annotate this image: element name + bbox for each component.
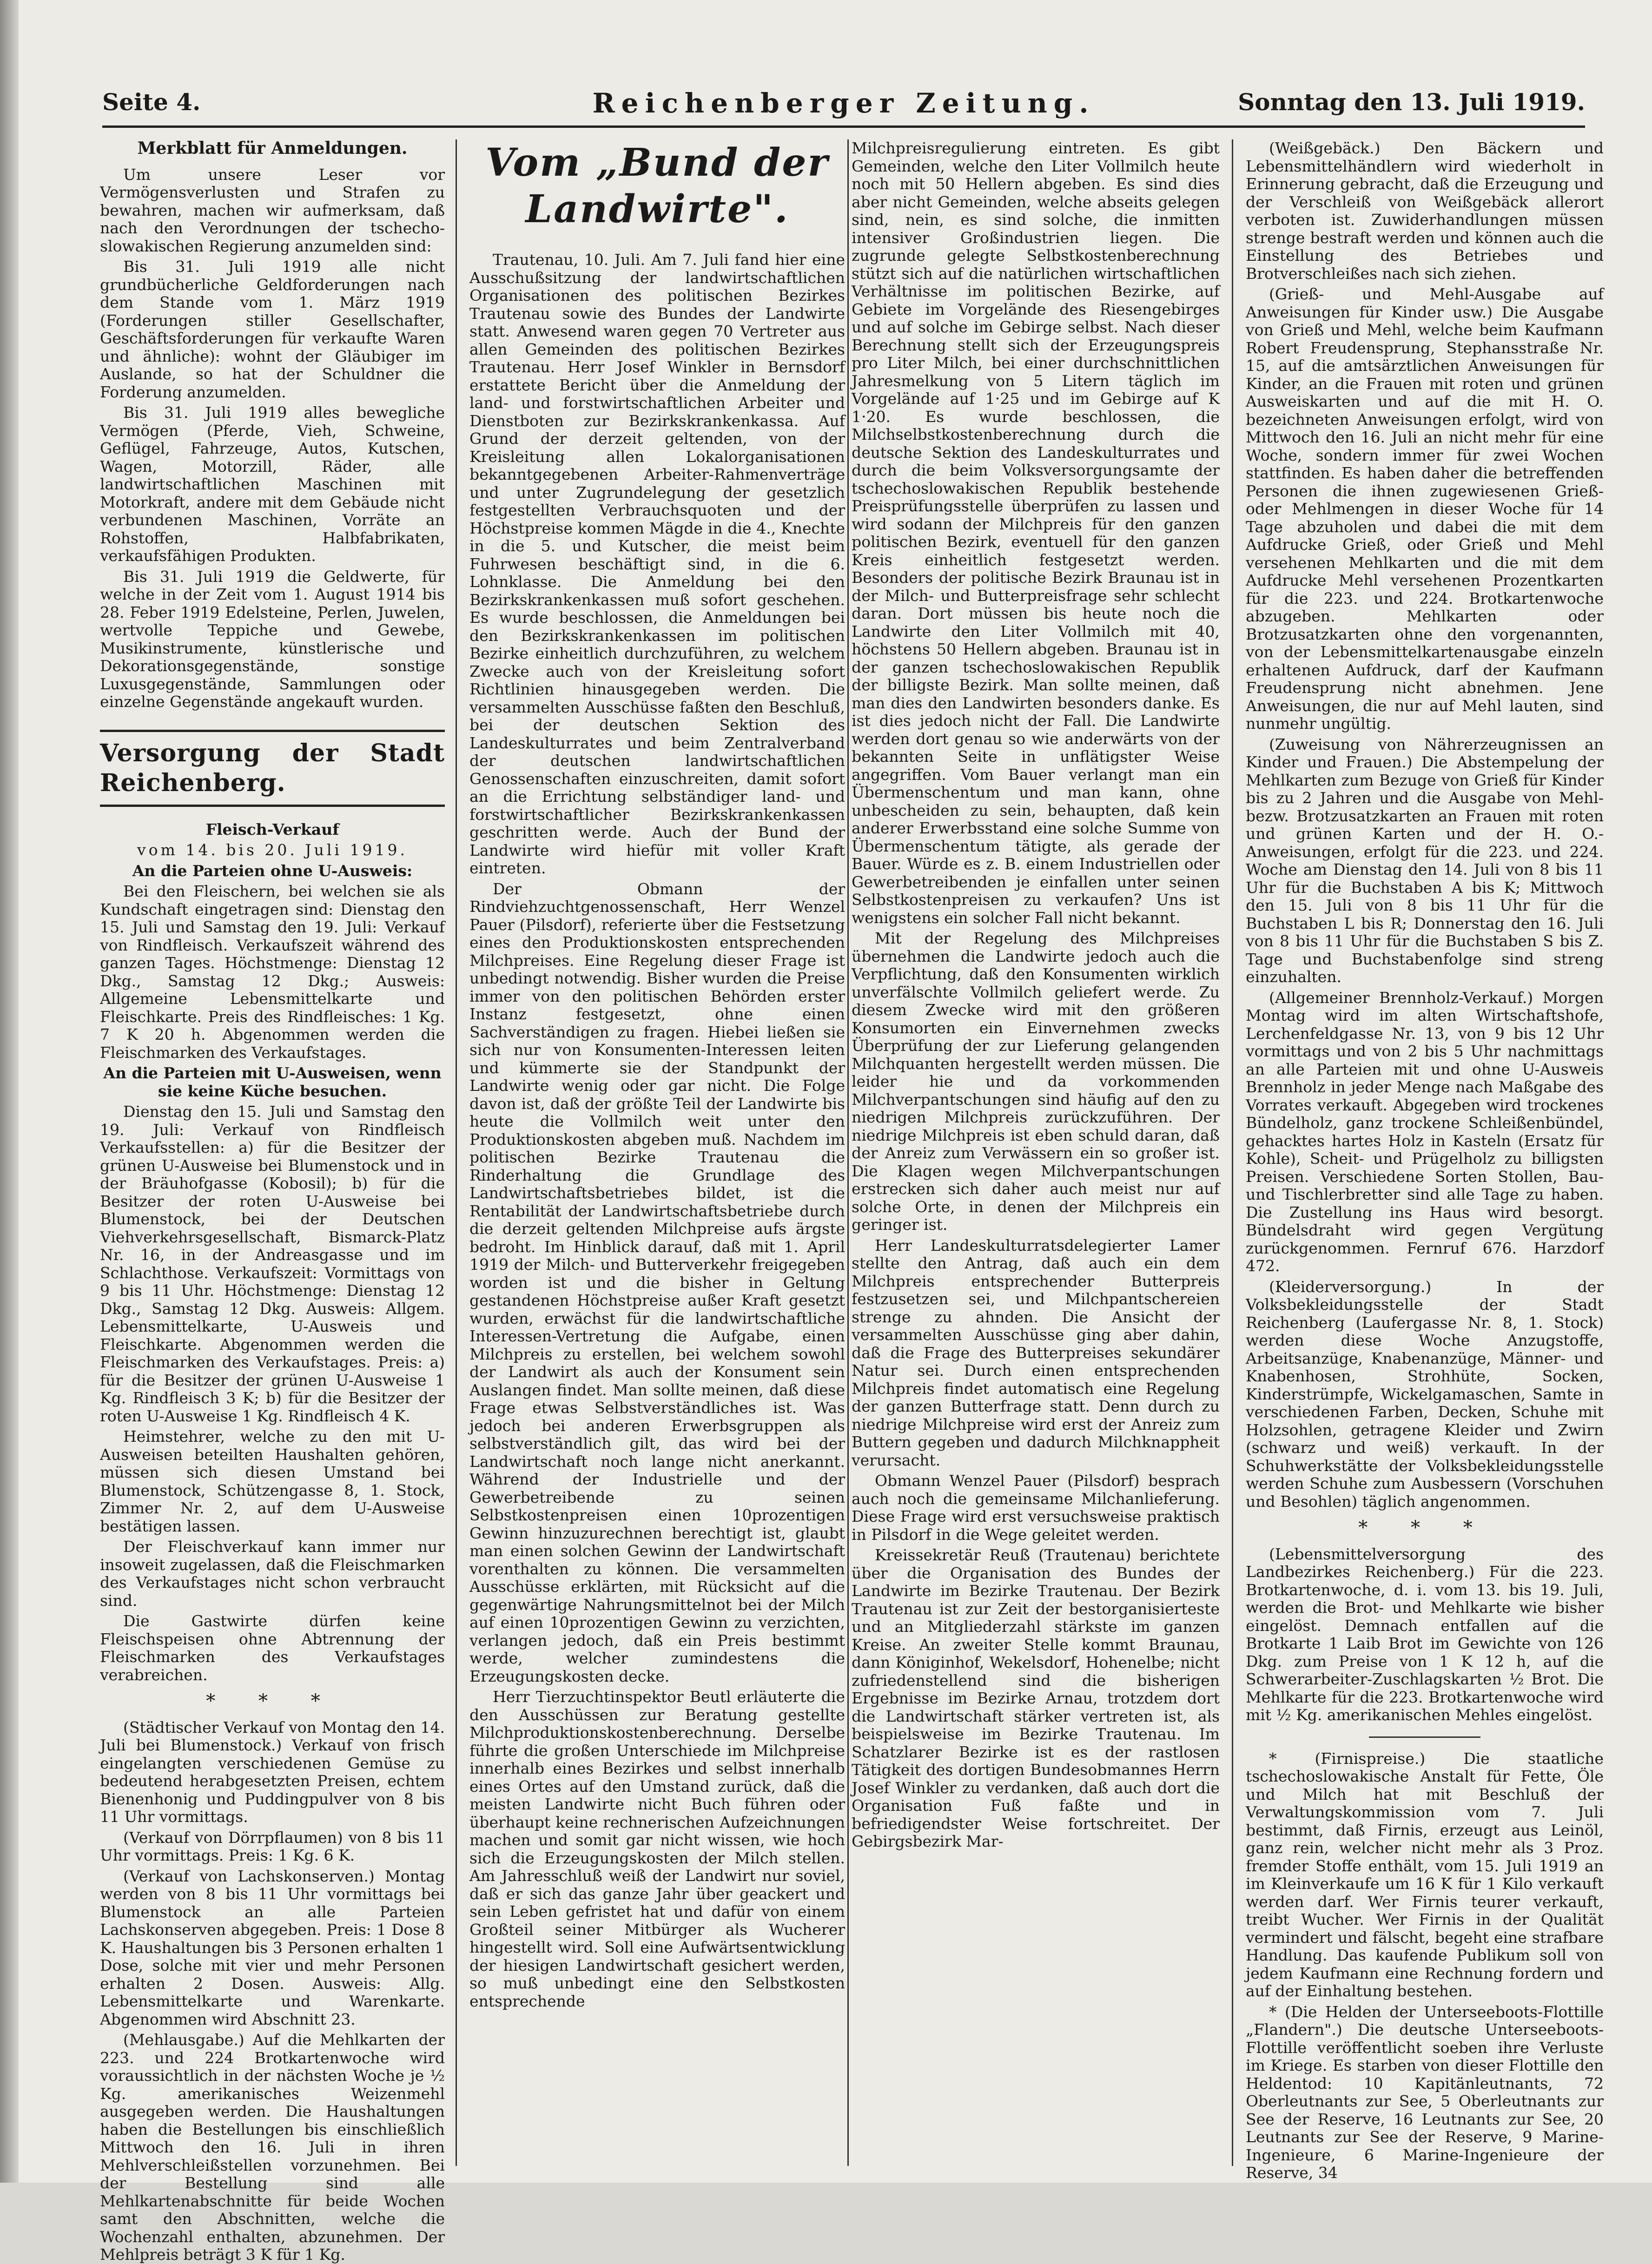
article-title: Vom „Bund der Landwirte". (485, 140, 829, 231)
column-1 (100, 139, 445, 2264)
column-4 (1246, 139, 1604, 2182)
article-paragraph: Milchpreisregulierung eintreten. Es gibt Gemeinden, welche den Liter Vollmilch heute noch mit 50 Hellern abgeben. Es sind dies aber nicht Gemeinden, welche abseits gelegen sind, nein, es sind solche, die inmitten intensiver Großindustrien liegen. Die zugrunde gelegte Selbstkostenberechnung stützt sich auf die natürlichen wirtschaftlichen Verhältnisse im politischen Bezirke, auf Gebiete im Vorgelände des Riesengebirges und auf solche im Gebirge selbst. Nach dieser Berechnung stellt sich der Erzeugungspreis pro Liter Milch, bei einer durchschnittlichen Jahresmelkung von 5 Litern täglich im Vorgelände auf 1·25 und im Gebirge auf K 1·20. Es wurde beschlossen, die Milchselbstkostenberechnung durch die deutsche Sektion des Landeskulturrates und durch die beim Volksversorgungsamte der tschechoslowakischen Republik bestehende Preisprüfungsstelle überprüfen zu lassen und wird sodann der Milchpreis für den ganzen politischen Bezirk, eventuell für den ganzen Kreis einheitlich festgesetzt werden. Besonders der politische Bezirk Braunau ist in der Milch- und Butterpreisfrage sehr schlecht daran. Dort müssen bis heute noch die Landwirte den Liter Vollmilch mit 40, höchstens 50 Hellern abgeben. Braunau ist in der ganzen tschechoslowakischen Republik der billigste Bezirk. Man sollte meinen, daß man dies den Landwirten besonders danke. Es ist dies jedoch nicht der Fall. Die Landwirte werden dort genau so wie anderwärts von der bekannten Seite in unflätigster Weise angegriffen. Vom Bauer verlangt man ein Übermenschentum und man kann, ohne unbescheiden zu sein, behaupten, daß kein anderer Erwerbsstand eine solche Summe von Übermenschentum tätigte, als gerade der Bauer. Würde es z. B. einem Industriellen oder Gewerbetreibenden je einfallen unter seinen Selbstkostenpreisen zu verkaufen? Uns ist wenigstens ein solcher Fall nicht bekannt. (852, 139, 1220, 927)
article-paragraph: (Verkauf von Dörrpflaumen) von 8 bis 11 Uhr vormittags. Preis: 1 Kg. 6 K. (100, 1828, 445, 1864)
separator-stars: * * * (206, 1690, 339, 1712)
article-paragraph: Um unsere Leser vor Vermögensverlusten und Strafen zu bewahren, machen wir aufmerksam, daß nach den Verordnungen der tschecho-slowakischen Regierung anzumelden sind: (100, 165, 445, 255)
column-rule (1232, 139, 1233, 2166)
article-paragraph: Obmann Wenzel Pauer (Pilsdorf) besprach auch noch die gemeinsame Milchanlieferung. Diese Frage wird erst versuchsweise praktisch in Pilsdorf in die Wege geleitet werden. (852, 1472, 1220, 1544)
news-item: * (Firnispreise.) Die staatliche tschechoslowakische Anstalt für Fette, Öle und Milch hat mit Beschluß der Verwaltungskommission vom 7. Juli bestimmt, daß Firnis, erzeugt aus Leinöl, ganz rein, welcher nicht mehr als 3 Proz. fremder Stoffe enthält, vom 15. Juli 1919 an im Kleinverkaufe um 16 K für 1 Kilo verkauft werden darf. Wer Firnis teurer verkauft, treibt Wucher. Wer Firnis in der Qualität vermindert und fälscht, begeht eine strafbare Handlung. Das kaufende Publikum soll von jedem Kaufmann eine Rechnung fordern und auf der Einhaltung bestehen. (1246, 1749, 1604, 2000)
news-item: * (Die Helden der Unterseeboots-Flottille „Flandern".) Die deutsche Unterseeboots-Flottille veröffentlicht soeben ihre Verluste im Kriege. Es starben von dieser Flottille den Heldentod: 10 Kapitänleutnants, 72 Oberleutnants zur See, 5 Oberleutnants zur See der Reserve, 16 Leutnants zur See, 20 Leutnants zur See der Reserve, 9 Marine-Ingenieure, 6 Marine-Ingenieure der Reserve, 34 (1246, 2002, 1604, 2182)
merkblatt-title: Merkblatt für Anmeldungen. (137, 139, 408, 158)
subheading: Fleisch-Verkauf (205, 820, 339, 838)
article-paragraph: Herr Landeskulturratsdelegierter Lamer stellte den Antrag, daß auch ein dem Milchpreis entsprechender Butterpreis festzusetzen sei, und Milchpantschereien strenge zu ahnden. Die Ansicht der versammelten Ausschüsse ging aber dahin, daß die Frage des Butterpreises sekundärer Natur sei. Durch einen entsprechenden Milchpreis findet automatisch eine Regelung der ganzen Butterfrage statt. Denn durch zu niedrige Milchpreise wird erst der Anreiz zum Buttern gegeben und dadurch Milchknappheit verursacht. (852, 1236, 1220, 1469)
news-item: (Grieß- und Mehl-Ausgabe auf Anweisungen für Kinder usw.) Die Ausgabe von Grieß und Mehl, welche beim Kaufmann Robert Freudensprung, Stephansstraße Nr. 15, auf die amtsärztlichen Anweisungen für Kinder, an die Frauen mit roten und grünen Ausweiskarten und auf die mit H. O. bezeichneten Anweisungen erfolgt, wird von Mittwoch den 16. Juli an nicht mehr für eine Woche, sondern immer für zwei Wochen stattfinden. Es haben daher die betreffenden Personen die ihnen zugewiesenen Grieß- oder Mehlmengen in dieser Woche für 14 Tage abzuholen und dabei die mit dem Aufdrucke Grieß, oder Grieß und Mehl versehenen Mehlkarten und die mit dem Aufdrucke Mehl versehenen Prozentkarten für die 223. und 224. Brotkartenwoche abzugeben. Mehlkarten oder Brotzusatzkarten ohne den vorgenannten, von der Lebensmittelkartenausgabe einzeln erhaltenen Aufdruck, darf der Kaufmann Freudensprung nicht abnehmen. Jene Anweisungen, die nur auf Mehl lauten, sind nunmehr ungültig. (1246, 285, 1604, 733)
separator-rule (1369, 1736, 1480, 1738)
section-heading: Versorgung der Stadt Reichenberg. (100, 730, 445, 807)
page-header (102, 84, 1585, 128)
article-paragraph: Heimstehrer, welche zu den mit U-Ausweisen beteilten Haushalten gehören, müssen sich diesen Umstand bei Blumenstock, Schützengasse 8, 1. Stock, Zimmer Nr. 2, auf dem U-Ausweise bestätigen lassen. (100, 1427, 445, 1535)
article-paragraph: Der Fleischverkauf kann immer nur insoweit zugelassen, daß die Fleischmarken des Verkaufstages nicht schon verbraucht sind. (100, 1538, 445, 1610)
article-paragraph: (Mehlausgabe.) Auf die Mehlkarten der 223. und 224 Brotkartenwoche wird voraussichtlich in der nächsten Woche je ½ Kg. amerikanisches Weizenmehl ausgegeben werden. Die Haushaltungen haben die Bestellungen bis einschließlich Mittwoch den 16. Juli in ihren Mehlverschleißstellen vorzunehmen. Bei der Bestellung sind alle Mehlkartenabschnitte für beide Wochen samt den Abschnitten, welche die Wochenzahl enthalten, abzunehmen. Der Mehlpreis beträgt 3 K für 1 Kg. (100, 2031, 445, 2264)
news-item: (Weißgebäck.) Den Bäckern und Lebensmittelhändlern wird wiederholt in Erinnerung gebracht, daß die Erzeugung und der Verschleiß von Weißgebäck allerort verboten ist. Zuwiderhandlungen müssen strenge bestraft werden und können auch die Einstellung des Betriebes und Brotverschleißes nach sich ziehen. (1246, 139, 1604, 283)
issue-date: Sonntag den 13. Juli 1919. (1238, 88, 1585, 116)
masthead-title: Reichenberger Zeitung. (592, 87, 1095, 119)
article-paragraph: Mit der Regelung des Milchpreises übernehmen die Landwirte jedoch auch die Verpflichtung, daß den Konsumenten wirklich unverfälschte Vollmilch geliefert werde. Zu diesem Zwecke wird mit den größeren Konsumorten ein Einvernehmen zwecks Überprüfung der zur Lieferung gelangenden Milchquanten hergestellt werden müssen. Die leider hie und da vorkommenden Milchverpantschungen sind häufig auf den zu niedrigen Milchpreis zurückzuführen. Der niedrige Milchpreis ist eben schuld daran, daß der Anreiz zum Verwässern ein so großer ist. Die Klagen wegen Milchverpantschungen erstrecken sich daher auch meist nur auf solche Orte, in denen der Milchpreis ein geringer ist. (852, 929, 1220, 1234)
article-paragraph: Die Gastwirte dürfen keine Fleischspeisen ohne Abtrennung der Fleischmarken des Verkaufstages verabreichen. (100, 1612, 445, 1684)
subheading: An die Parteien mit U-Ausweisen, wenn sie keine Küche besuchen. (103, 1064, 442, 1100)
article-paragraph: Kreissekretär Reuß (Trautenau) berichtete über die Organisation des Bundes der Landwirte im Bezirke Trautenau. Der Bezirk Trautenau ist zur Zeit der bestorganisierteste und an Mitgliederzahl stärkste im ganzen Kreise. An zweiter Stelle kommt Braunau, dann Königinhof, Wekelsdorf, Hohenelbe; nicht zufriedenstellend sind die bisherigen Ergebnisse im Bezirke Arnau, trotzdem dort die Landwirtschaft stärker vertreten ist, als beispielsweise im Bezirke Trautenau. Im Schatzlarer Bezirke ist es der rastlosen Tätigkeit des dortigen Bundesobmannes Herrn Josef Winkler zu verdanken, daß auch dort die Organisation Fuß faßte und in befriedigendster Weise fortschreitet. Der Gebirgsbezirk Mar- (852, 1546, 1220, 1850)
column-rule (456, 139, 457, 2166)
article-paragraph: Bis 31. Juli 1919 die Geldwerte, für welche in der Zeit vom 1. August 1914 bis 28. Feber 1919 Edelsteine, Perlen, Juwelen, wertvolle Teppiche und Gewebe, Musikinstrumente, künstlerische und Dekorationsgegenstände, sonstige Luxusgegenstände, Sammlungen oder einzelne Gegenstände angekauft wurden. (100, 567, 445, 711)
column-3 (852, 139, 1220, 2166)
article-paragraph: Bis 31. Juli 1919 alles bewegliche Vermögen (Pferde, Vieh, Schweine, Geflügel, Fahrzeuge, Autos, Kutschen, Wagen, Motorzill, Räder, alle landwirtschaftlichen Maschinen mit Motorkraft, andere mit dem Gebäude nicht verbundenen Maschinen, Vorräte an Rohstoffen, Halbfabrikaten, verkaufsfähigen Produkten. (100, 403, 445, 565)
news-item: (Kleiderversorgung.) In der Volksbekleidungsstelle der Stadt Reichenberg (Laufergasse Nr. 8, 1. Stock) werden diese Woche Anzugstoffe, Arbeitsanzüge, Knabenanzüge, Männer- und Knabenhosen, Strohhüte, Socken, Kinderstrümpfe, Wickelgamaschen, Samte in verschiedenen Farben, Decken, Schuhe mit Holzsohlen, getragene Kleider und Zwirn (schwarz und weiß) verkauft. In der Schuhwerkstätte der Volksbekleidungsstelle werden Schuhe zum Ausbessern (Vorschuhen und Besohlen) täglich angenommen. (1246, 1277, 1604, 1511)
column-rule (847, 139, 849, 2166)
subheading: An die Parteien ohne U-Ausweis: (132, 861, 413, 880)
article-paragraph: Trautenau, 10. Juli. Am 7. Juli fand hier eine Ausschußsitzung der landwirtschaftlichen Organisationen des politischen Bezirkes Trautenau sowie des Bundes der Landwirte statt. Anwesend waren gegen 70 Vertreter aus allen Gemeinden des politischen Bezirkes Trautenau. Herr Josef Winkler in Bernsdorf erstattete Bericht über die Anmeldung der land- und forstwirtschaftlichen Arbeiter und Dienstboten zur Bezirkskrankenkassa. Auf Grund der derzeit geltenden, von der Kreisleitung allen Lokalorganisationen bekanntgegebenen Arbeiter-Rahmenverträge und unter Zugrundelegung der gesetzlich festgestellten Verbrauchsquoten und der Höchstpreise kommen Mägde in die 4., Knechte in die 5. und Kutscher, die meist beim Fuhrwesen beschäftigt sind, in die 6. Lohnklasse. Die Anmeldung bei den Bezirkskrankenkassen muß sofort geschehen. Es wurde beschlossen, die Anmeldungen bei den Bezirkskrankenkassen im politischen Bezirke einheitlich durchzuführen, zu welchem Zwecke auch von der Kreisleitung sofort Richtlinien hinausgegeben werden. Die versammelten Ausschüsse faßten den Beschluß, bei der deutschen Sektion des Landeskulturrates und beim Zentralverband der deutschen landwirtschaftlichen Genossenschaften einzuschreiten, damit sofort an die Errichtung selbständiger land- und forstwirtschaftlicher Bezirkskrankenkassen geschritten werde. Auch der Bund der Landwirte wird hiefür mit voller Kraft eintreten. (469, 251, 845, 877)
news-item: (Lebensmittelversorgung des Landbezirkes Reichenberg.) Für die 223. Brotkartenwoche, d. i. vom 13. bis 19. Juli, werden die Brot- und Mehlkarte wie bisher eingelöst. Demnach entfallen auf die Brotkarte 1 Laib Brot im Gewichte von 126 Dkg. zum Preise von 1 K 12 h, auf die Schwerarbeiter-Zuschlagskarten ½ Brot. Die Mehlkarte für die 223. Brotkartenwoche wird mit ½ Kg. amerikanischen Mehles eingelöst. (1246, 1545, 1604, 1724)
article-paragraph: Bei den Fleischern, bei welchen sie als Kundschaft eingetragen sind: Dienstag den 15. Juli und Samstag den 19. Juli: Verkauf von Rindfleisch. Verkaufszeit während des ganzen Tages. Höchstmenge: Dienstag 12 Dkg., Samstag 12 Dkg.; Ausweis: Allgemeine Lebensmittelkarte und Fleischkarte. Preis des Rindfleisches: 1 Kg. 7 K 20 h. Abgenommen werden die Fleischmarken des Verkaufstages. (100, 882, 445, 1062)
article-paragraph: (Verkauf von Lachskonserven.) Montag werden von 8 bis 11 Uhr vormittags bei Blumenstock an alle Parteien Lachskonserven abgegeben. Preis: 1 Dose 8 K. Haushaltungen bis 3 Personen erhalten 1 Dose, solche mit vier und mehr Personen erhalten 2 Dosen. Ausweis: Allg. Lebensmittelkarte und Warenkarte. Abgenommen wird Abschnitt 23. (100, 1867, 445, 2028)
separator-stars: * * * (1358, 1517, 1491, 1538)
article-paragraph: Der Obmann der Rindviehzuchtgenossenschaft, Herr Wenzel Pauer (Pilsdorf), referierte über die Festsetzung eines den Produktionskosten entsprechenden Milchpreises. Eine Regelung dieser Frage ist unbedingt notwendig. Bisher wurden die Preise immer von den politischen Behörden erster Instanz festgesetzt, ohne einen Sachverständigen zu fragen. Hiebei ließen sie sich nur von Konsumenten-Interessen leiten und kümmerte sie der Standpunkt der Landwirte wenig oder gar nicht. Die Folge davon ist, daß der größte Teil der Landwirte bis heute die Vollmilch weit unter den Produktionskosten abgeben muß. Nachdem im politischen Bezirke Trautenau die Rinderhaltung die Grundlage des Landwirtschaftsbetriebes bildet, ist die Rentabilität der Landwirtschaftsbetriebe durch die derzeit geltenden Milchpreise aufs ärgste bedroht. Im Hinblick darauf, daß mit 1. April 1919 der Milch- und Butterverkehr freigegeben worden ist und die bisher in Geltung gestandenen Höchstpreise außer Kraft gesetzt wurden, erwächst für die landwirtschaftliche Interessen-Vertretung die Aufgabe, einen Milchpreis zu erstellen, bei welchem sowohl der Landwirt als auch der Konsument sein Auslangen findet. Man sollte meinen, daß diese Frage etwas Selbstverständliches ist. Was jedoch bei anderen Erwerbsgruppen als selbstverständlich gilt, das wird bei der Landwirtschaft noch lange nicht anerkannt. Während der Industrielle und der Gewerbetreibende zu seinen Selbstkostenpreisen einen 10prozentigen Gewinn hinzuzurechnen berechtigt ist, glaubt man einen solchen Gewinn der Landwirtschaft vorenthalten zu können. Die versammelten Ausschüsse erklärten, mit Rücksicht auf die gegenwärtige Nahrungsmittelnot bei der Milch auf einen 10prozentigen Gewinn zu verzichten, verlangen jedoch, daß ein Preis bestimmt werde, welcher zumindestens die Erzeugungskosten decke. (469, 879, 845, 1685)
news-item: (Allgemeiner Brennholz-Verkauf.) Morgen Montag wird im alten Wirtschaftshofe, Lerchenfeldgasse Nr. 13, von 9 bis 12 Uhr vormittags und von 2 bis 5 Uhr nachmittags an alle Parteien mit und ohne U-Ausweis Brennholz in jeder Menge nach Maßgabe des Vorrates verkauft. Abgegeben wird trockenes Bündelholz, ganz trockene Schleißenbündel, gehacktes hartes Holz in Kasteln (Ersatz für Kohle), Scheit- und Prügelholz zu billigsten Preisen. Verschiedene Sorten Stollen, Bau- und Tischlerbretter sind alle Tage zu haben. Die Zustellung ins Haus wird besorgt. Bündelsdraht wird gegen Vergütung zurückgenommen. Fernruf 676. Harzdorf 472. (1246, 988, 1604, 1275)
article-paragraph: Bis 31. Juli 1919 alle nicht grundbücherliche Geldforderungen nach dem Stande vom 1. März 1919 (Forderungen stiller Gesellschafter, Geschäftsforderungen für verkaufte Waren und ähnliche): wohnt der Gläubiger im Auslande, so hat der Schuldner die Forderung anzumelden. (100, 257, 445, 401)
page-number: Seite 4. (102, 88, 201, 116)
news-item: (Zuweisung von Nährerzeugnissen an Kinder und Frauen.) Die Abstempelung der Mehlkarten zum Bezuge von Grieß für Kinder bis zu 2 Jahren und die Ausgabe von Mehl- bezw. Brotzusatzkarten an Frauen mit roten und grünen Karten und der H. O.-Anweisungen, erfolgt für die 223. und 224. Woche am Dienstag den 14. Juli von 8 bis 11 Uhr für die Buchstaben A bis K; Mittwoch den 15. Juli von 8 bis 11 Uhr für die Buchstaben L bis R; Donnerstag den 16. Juli von 8 bis 11 Uhr für die Buchstaben S bis Z. Tage und Buchstabenfolge sind streng einzuhalten. (1246, 735, 1604, 986)
article-paragraph: Dienstag den 15. Juli und Samstag den 19. Juli: Verkauf von Rindfleisch Verkaufsstellen: a) für die Besitzer der grünen U-Ausweise bei Blumenstock und in der Bräuhofgasse (Kobosil); b) für die Besitzer der roten U-Ausweise bei Blumenstock, bei der Deutschen Viehverkehrsgesellschaft, Bismarck-Platz Nr. 16, in der Andreasgasse und im Schlachthose. Verkaufszeit: Vormittags von 9 bis 11 Uhr. Höchstmenge: Dienstag 12 Dkg., Samstag 12 Dkg. Ausweis: Allgem. Lebensmittelkarte, U-Ausweis und Fleischkarte. Abgenommen werden die Fleischmarken des Verkaufstages. Preis: a) für die Besitzer der grünen U-Ausweise 1 Kg. Rindfleisch 3 K; b) für die Besitzer der roten U-Ausweise 1 Kg. Rindfleisch 4 K. (100, 1102, 445, 1425)
article-paragraph: (Städtischer Verkauf von Montag den 14. Juli bei Blumenstock.) Verkauf von frisch eingelangten verschiedenen Gemüse zu bedeutend herabgesetzten Preisen, echtem Bienenhonig und Puddingpulver von 8 bis 11 Uhr vormittags. (100, 1718, 445, 1826)
subheading-dates: vom 14. bis 20. Juli 1919. (137, 841, 408, 859)
column-2 (469, 139, 845, 2166)
article-paragraph: Herr Tierzuchtinspektor Beutl erläuterte die den Ausschüssen zur Beratung gestellte Milchproduktionskostenberechnung. Derselbe führte die großen Unterschiede im Milchpreise innerhalb eines Bezirkes und selbst innerhalb eines Ortes auf den Umstand zurück, daß die meisten Landwirte nicht Buch führen oder überhaupt keine rechnerischen Aufzeichnungen machen und somit gar nicht wissen, wie hoch sich die Erzeugungskosten der Milch stellen. Am Jahresschluß weiß der Landwirt nur soviel, daß er sich das ganze Jahr über geackert und sein Leben gefristet hat und dafür von einem Großteil seiner Mitbürger als Wucherer hingestellt wird. Soll eine Aufwärtsentwicklung der hiesigen Landwirtschaft gesichert werden, so muß unbedingt eine den Selbstkosten entsprechende (469, 1688, 845, 2010)
page-edge-shadow (0, 0, 19, 2183)
